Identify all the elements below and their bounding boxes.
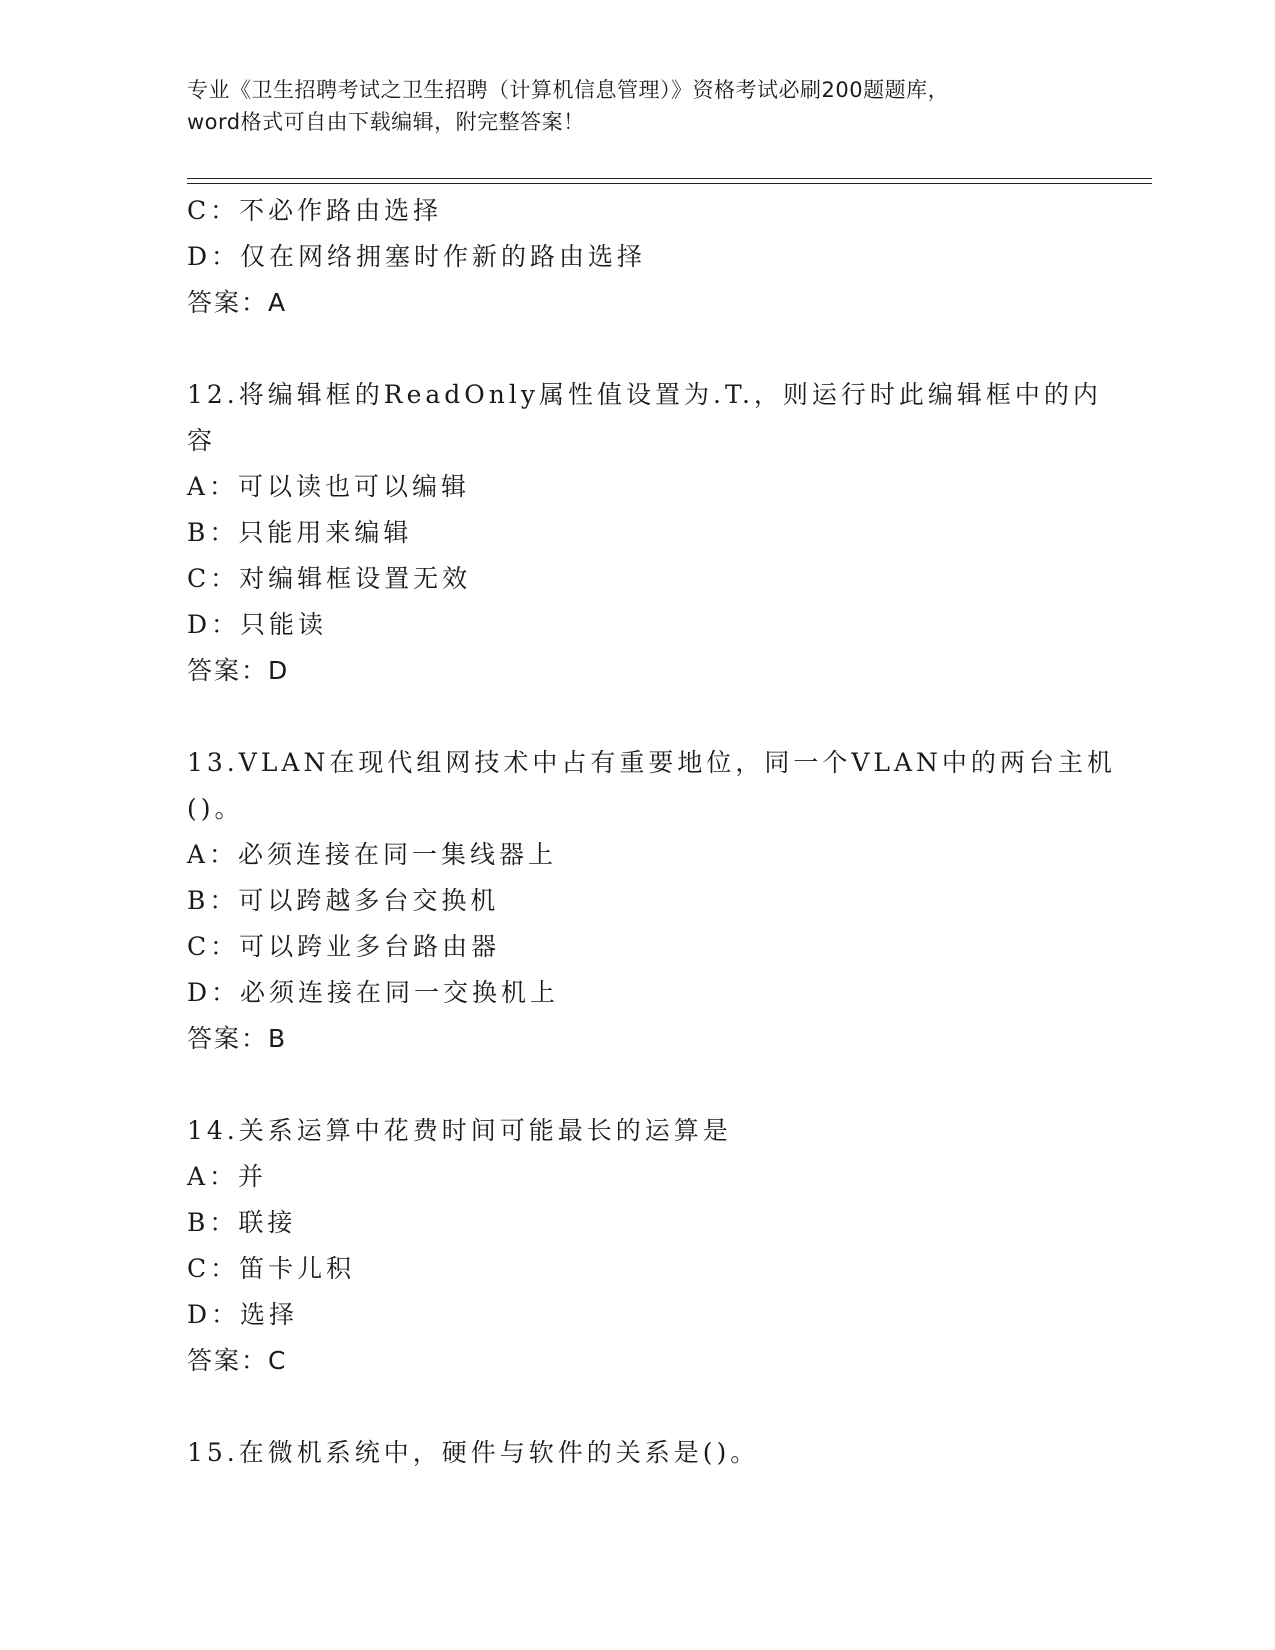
option-b: B：只能用来编辑	[187, 518, 413, 547]
option-d: D：选择	[187, 1300, 299, 1329]
option-b: B：联接	[187, 1208, 297, 1237]
option-a: A：并	[187, 1162, 268, 1191]
answer: 答案：C	[187, 1346, 288, 1375]
header-line-1: 专业《卫生招聘考试之卫生招聘（计算机信息管理）》资格考试必刷200题题库，	[187, 78, 950, 102]
document-body	[187, 188, 1116, 1476]
header-line-2: word格式可自由下载编辑，附完整答案！	[187, 110, 585, 134]
option-d: D：必须连接在同一交换机上	[187, 978, 560, 1007]
option-a: A：可以读也可以编辑	[187, 472, 471, 501]
question-stem-continued: ()。	[187, 794, 244, 823]
option-d: D：只能读	[187, 610, 328, 639]
question-stem-continued: 容	[187, 426, 217, 455]
answer: 答案：B	[187, 1024, 288, 1053]
option-b: B：可以跨越多台交换机	[187, 886, 500, 915]
document-header	[187, 74, 1087, 138]
question-stem: 12.将编辑框的ReadOnly属性值设置为.T.，则运行时此编辑框中的内	[187, 380, 1102, 409]
header-divider-bottom	[187, 183, 1152, 184]
option-c: C：不必作路由选择	[187, 196, 443, 225]
header-divider-top	[187, 178, 1152, 179]
question-stem: 14.关系运算中花费时间可能最长的运算是	[187, 1116, 732, 1145]
option-c: C：可以跨业多台路由器	[187, 932, 501, 961]
option-a: A：必须连接在同一集线器上	[187, 840, 558, 869]
option-c: C：笛卡儿积	[187, 1254, 356, 1283]
option-c: C：对编辑框设置无效	[187, 564, 472, 593]
answer: 答案：A	[187, 288, 288, 317]
question-stem: 13.VLAN在现代组网技术中占有重要地位，同一个VLAN中的两台主机	[187, 748, 1116, 777]
answer: 答案：D	[187, 656, 290, 685]
option-d: D：仅在网络拥塞时作新的路由选择	[187, 242, 647, 271]
question-stem: 15.在微机系统中，硬件与软件的关系是()。	[187, 1438, 760, 1467]
